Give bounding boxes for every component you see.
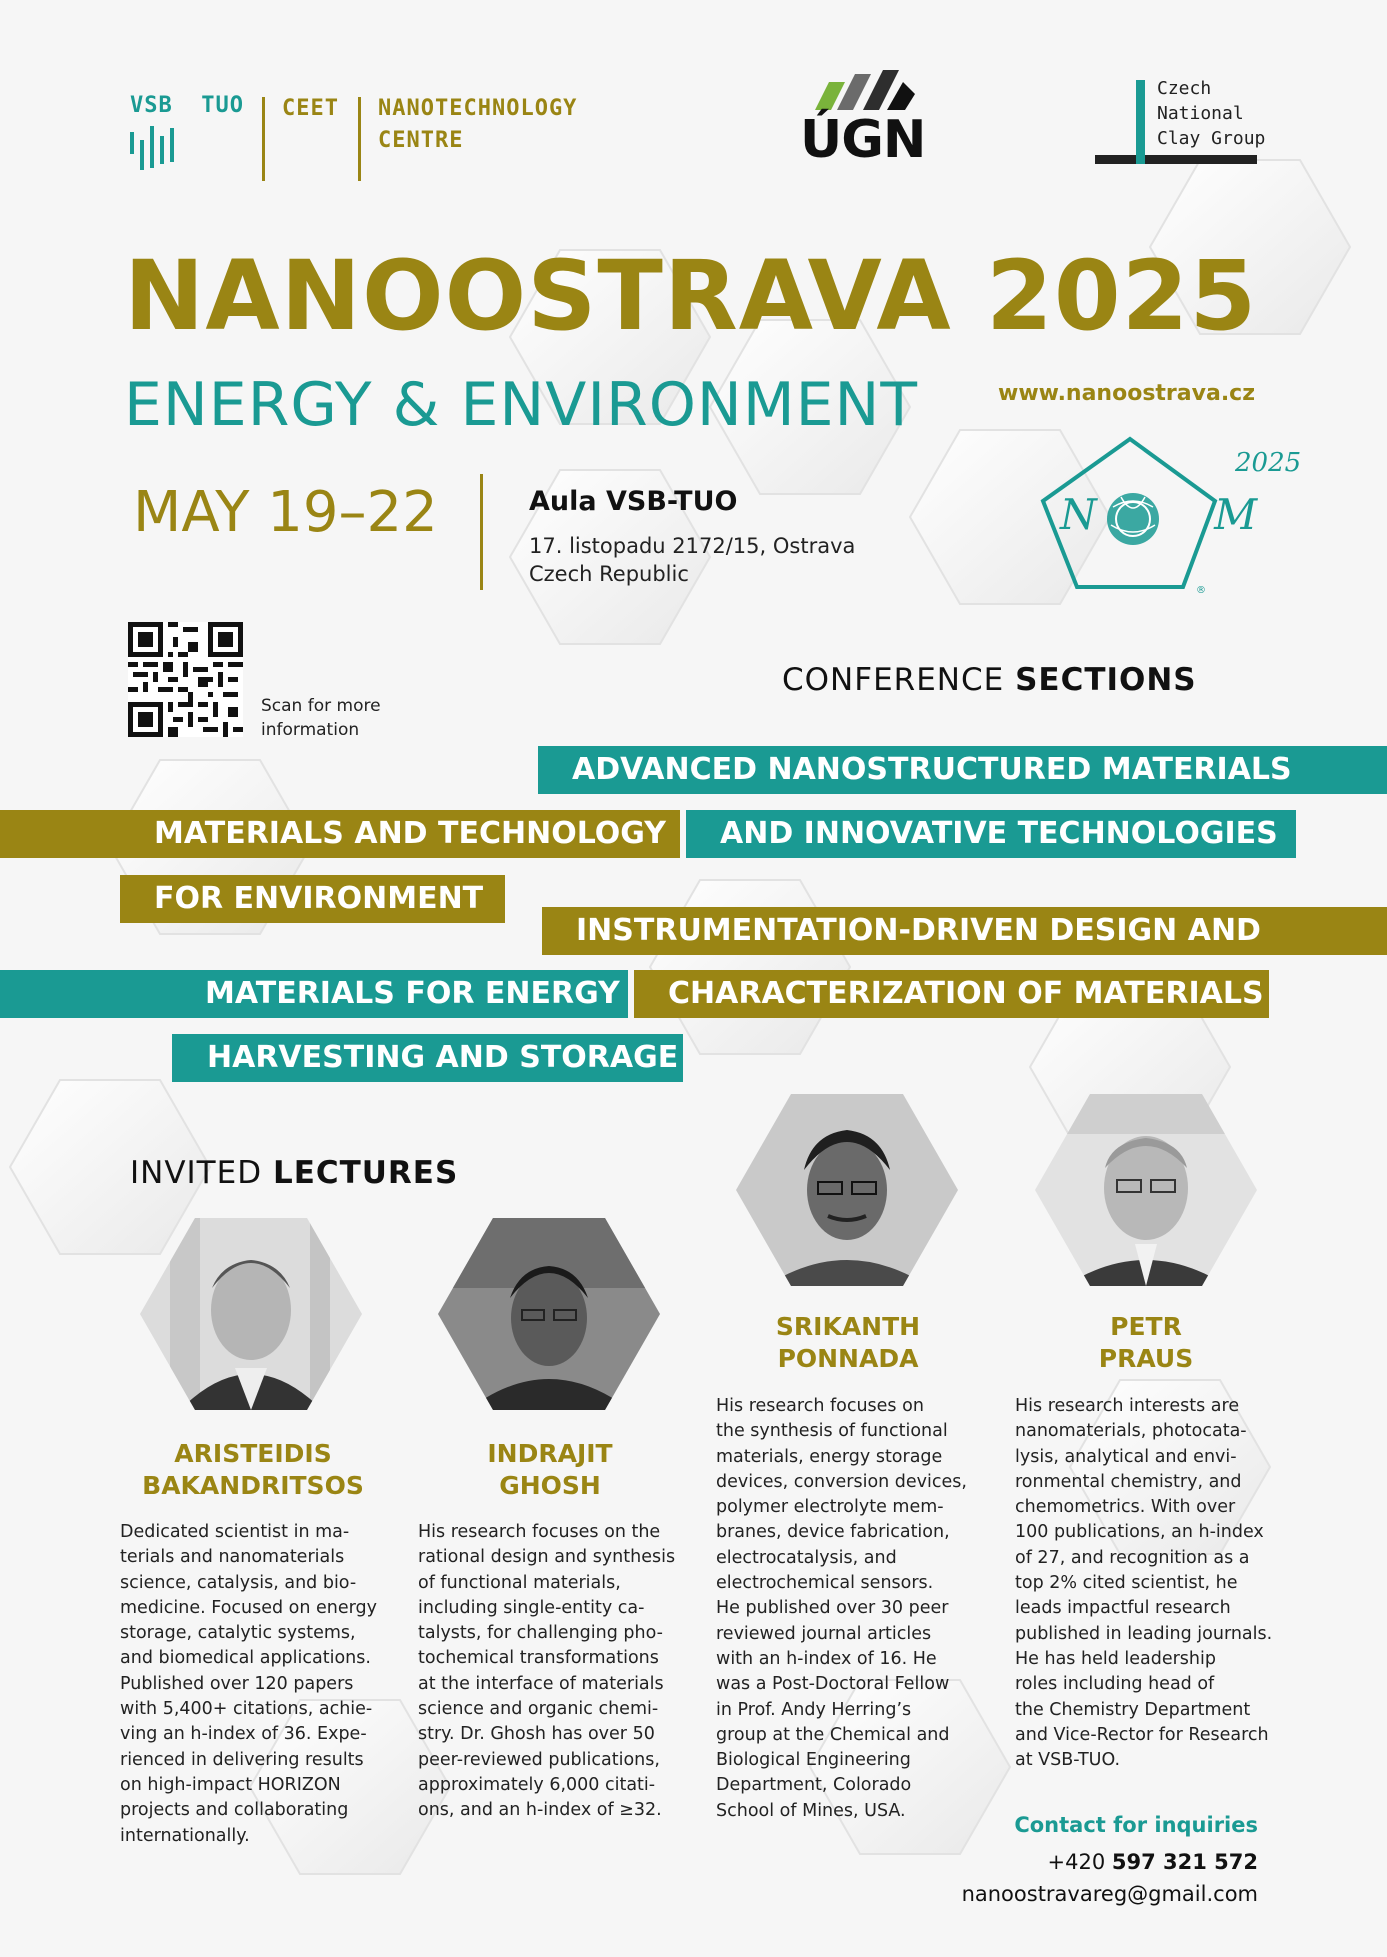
bio-line: chemometrics. With over bbox=[1015, 1497, 1236, 1518]
bio-line: School of Mines, USA. bbox=[716, 1800, 906, 1821]
speaker-last-name: PONNADA bbox=[777, 1344, 919, 1373]
speaker-bio-praus bbox=[1015, 1394, 1305, 1773]
lectures-heading-light: INVITED bbox=[130, 1155, 273, 1191]
bio-line: the Chemistry Department bbox=[1015, 1699, 1251, 1720]
section-band-energy-2: HARVESTING AND STORAGE bbox=[172, 1034, 683, 1082]
ceet-label: CEET bbox=[282, 96, 339, 121]
header-divider-1 bbox=[262, 97, 265, 181]
bio-line: including single-entity ca- bbox=[418, 1597, 645, 1618]
section-band-environment-1: MATERIALS AND TECHNOLOGY bbox=[0, 810, 680, 858]
venue-address-line-2: Czech Republic bbox=[529, 562, 689, 586]
bio-line: lysis, analytical and envi- bbox=[1015, 1446, 1237, 1467]
bio-line: with 5,400+ citations, achie- bbox=[120, 1699, 373, 1720]
bio-line: He has held leadership bbox=[1015, 1648, 1216, 1669]
bio-line: with an h-index of 16. He bbox=[716, 1648, 937, 1669]
contact-phone[interactable] bbox=[1048, 1850, 1259, 1874]
bio-line: and biomedical applications. bbox=[120, 1648, 371, 1669]
bio-line: rational design and synthesis bbox=[418, 1547, 676, 1568]
conference-sections-heading bbox=[782, 662, 1197, 698]
speaker-name-ponnada bbox=[708, 1311, 988, 1375]
speaker-last-name: PRAUS bbox=[1098, 1344, 1194, 1373]
section-band-advanced-2: AND INNOVATIVE TECHNOLOGIES bbox=[686, 810, 1296, 858]
section-band-energy-1: MATERIALS FOR ENERGY bbox=[0, 970, 628, 1018]
bio-line: published in leading journals. bbox=[1015, 1623, 1273, 1644]
bio-line: at VSB-TUO. bbox=[1015, 1750, 1121, 1771]
bio-line: was a Post-Doctoral Fellow bbox=[716, 1674, 950, 1695]
sections-heading-bold: SECTIONS bbox=[1015, 662, 1197, 698]
vsb-logo-text bbox=[130, 93, 244, 118]
clay-line-2: National bbox=[1157, 103, 1244, 124]
contact-email[interactable]: nanoostravareg@gmail.com bbox=[961, 1882, 1258, 1906]
bio-line: of functional materials, bbox=[418, 1572, 621, 1593]
event-title: NANOOSTRAVA 2025 bbox=[124, 240, 1258, 352]
speaker-last-name: BAKANDRITSOS bbox=[142, 1471, 364, 1500]
contact-title: Contact for inquiries bbox=[1014, 1813, 1258, 1837]
bio-line: His research focuses on bbox=[716, 1396, 924, 1416]
bio-line: storage, catalytic systems, bbox=[120, 1623, 356, 1644]
bio-line: group at the Chemical and bbox=[716, 1724, 950, 1745]
bio-line: Dedicated scientist in ma- bbox=[120, 1522, 350, 1542]
venue-address-line-1: 17. listopadu 2172/15, Ostrava bbox=[529, 534, 856, 558]
nm-logo-letters: N M bbox=[1060, 490, 1310, 539]
bio-line: talysts, for challenging pho- bbox=[418, 1623, 663, 1644]
bio-line: branes, device fabrication, bbox=[716, 1522, 950, 1543]
bio-line: rienced in delivering results bbox=[120, 1749, 364, 1770]
vsb-label: VSB bbox=[130, 93, 173, 118]
speaker-last-name: GHOSH bbox=[499, 1471, 601, 1500]
bio-line: Biological Engineering bbox=[716, 1750, 911, 1771]
speaker-first-name: SRIKANTH bbox=[775, 1312, 921, 1341]
nm-logo-year: 2025 bbox=[1235, 448, 1302, 478]
venue-name: Aula VSB-TUO bbox=[529, 486, 738, 517]
bio-line: and Vice-Rector for Research bbox=[1015, 1724, 1269, 1745]
vsb-bars-icon bbox=[130, 126, 180, 182]
registered-mark-icon: ® bbox=[1196, 585, 1206, 596]
bio-line: electrocatalysis, and bbox=[716, 1547, 897, 1568]
bio-line: science, catalysis, and bio- bbox=[120, 1572, 357, 1593]
bio-line: of 27, and recognition as a bbox=[1015, 1547, 1250, 1568]
bio-line: science and organic chemi- bbox=[418, 1699, 659, 1720]
clay-group-base-right bbox=[1145, 155, 1257, 164]
bio-line: His research interests are bbox=[1015, 1396, 1240, 1416]
bio-line: terials and nanomaterials bbox=[120, 1547, 345, 1568]
bio-line: roles including head of bbox=[1015, 1674, 1215, 1695]
bio-line: leads impactful research bbox=[1015, 1598, 1231, 1619]
bio-line: in Prof. Andy Herring’s bbox=[716, 1699, 912, 1720]
section-band-instrumentation-2: CHARACTERIZATION OF MATERIALS bbox=[634, 970, 1269, 1018]
event-subtitle: ENERGY & ENVIRONMENT bbox=[124, 370, 919, 440]
bio-line: ronmental chemistry, and bbox=[1015, 1471, 1242, 1492]
lectures-heading-bold: LECTURES bbox=[272, 1155, 459, 1191]
bio-line: Department, Colorado bbox=[716, 1775, 912, 1796]
speaker-bio-ponnada bbox=[716, 1394, 1001, 1824]
qr-caption-line-1: Scan for more bbox=[261, 696, 381, 716]
qr-caption bbox=[261, 694, 381, 742]
bio-line: nanomaterials, photocata- bbox=[1015, 1421, 1247, 1442]
bio-line: polymer electrolyte mem- bbox=[716, 1497, 944, 1518]
bio-line: at the interface of materials bbox=[418, 1673, 664, 1694]
bio-line: He published over 30 peer bbox=[716, 1598, 949, 1619]
clay-group-bar-icon bbox=[1136, 80, 1145, 164]
bio-line: reviewed journal articles bbox=[716, 1623, 932, 1644]
bio-line: the synthesis of functional bbox=[716, 1421, 948, 1442]
bio-line: 100 publications, an h-index bbox=[1015, 1522, 1264, 1543]
nanotechnology-centre-label bbox=[378, 93, 577, 157]
speaker-bio-ghosh bbox=[418, 1520, 703, 1824]
bio-line: internationally. bbox=[120, 1825, 250, 1846]
website-link[interactable]: www.nanoostrava.cz bbox=[998, 381, 1256, 406]
bio-line: on high-impact HORIZON bbox=[120, 1774, 341, 1795]
bio-line: stry. Dr. Ghosh has over 50 bbox=[418, 1724, 655, 1745]
bio-line: ving an h-index of 36. Expe- bbox=[120, 1724, 367, 1745]
section-band-environment-2: FOR ENVIRONMENT bbox=[120, 875, 505, 923]
phone-prefix: +420 bbox=[1047, 1850, 1112, 1874]
nano-line-1: NANOTECHNOLOGY bbox=[378, 96, 578, 121]
phone-number: 597 321 572 bbox=[1111, 1850, 1258, 1874]
bio-line: medicine. Focused on energy bbox=[120, 1597, 378, 1618]
section-band-advanced-1: ADVANCED NANOSTRUCTURED MATERIALS bbox=[538, 746, 1387, 794]
header-divider-2 bbox=[358, 97, 361, 181]
bio-line: ons, and an h-index of ≥32. bbox=[418, 1800, 662, 1821]
speaker-photo-ghosh bbox=[438, 1218, 660, 1410]
bio-line: approximately 6,000 citati- bbox=[418, 1774, 656, 1795]
speaker-name-bakandritsos bbox=[110, 1438, 396, 1502]
bio-line: His research focuses on the bbox=[418, 1522, 661, 1542]
speaker-first-name: PETR bbox=[1110, 1312, 1182, 1341]
venue-address bbox=[529, 532, 855, 588]
speaker-first-name: ARISTEIDIS bbox=[174, 1439, 332, 1468]
clay-group-base-left bbox=[1095, 155, 1136, 164]
bio-line: projects and collaborating bbox=[120, 1800, 349, 1821]
speaker-first-name: INDRAJIT bbox=[487, 1439, 613, 1468]
nano-line-2: CENTRE bbox=[378, 128, 464, 153]
clay-line-1: Czech bbox=[1157, 78, 1212, 99]
ugn-mark-icon bbox=[815, 70, 915, 114]
bio-line: top 2% cited scientist, he bbox=[1015, 1573, 1238, 1594]
bio-line: tochemical transformations bbox=[418, 1648, 659, 1669]
ugn-logo-text: ÚGN bbox=[800, 110, 926, 170]
section-band-instrumentation-1: INSTRUMENTATION-DRIVEN DESIGN AND bbox=[542, 907, 1387, 955]
invited-lectures-heading bbox=[130, 1155, 458, 1191]
bio-line: materials, energy storage bbox=[716, 1446, 943, 1467]
bio-line: electrochemical sensors. bbox=[716, 1573, 934, 1594]
date-divider bbox=[480, 474, 483, 590]
event-date: MAY 19–22 bbox=[133, 480, 438, 545]
qr-caption-line-2: information bbox=[261, 720, 360, 740]
speaker-name-ghosh bbox=[410, 1438, 690, 1502]
speaker-photo-bakandritsos bbox=[140, 1218, 362, 1410]
bio-line: Published over 120 papers bbox=[120, 1673, 354, 1694]
bio-line: devices, conversion devices, bbox=[716, 1471, 967, 1492]
speaker-photo-ponnada bbox=[736, 1094, 958, 1286]
tuo-label: TUO bbox=[201, 93, 244, 118]
bio-line: peer-reviewed publications, bbox=[418, 1749, 660, 1770]
speaker-photo-praus bbox=[1035, 1094, 1257, 1286]
clay-group-text bbox=[1157, 76, 1265, 151]
speaker-name-praus bbox=[1006, 1311, 1286, 1375]
qr-code-icon[interactable] bbox=[128, 622, 243, 737]
speaker-bio-bakandritsos bbox=[120, 1520, 400, 1849]
sections-heading-light: CONFERENCE bbox=[782, 662, 1016, 698]
clay-line-3: Clay Group bbox=[1157, 128, 1266, 149]
